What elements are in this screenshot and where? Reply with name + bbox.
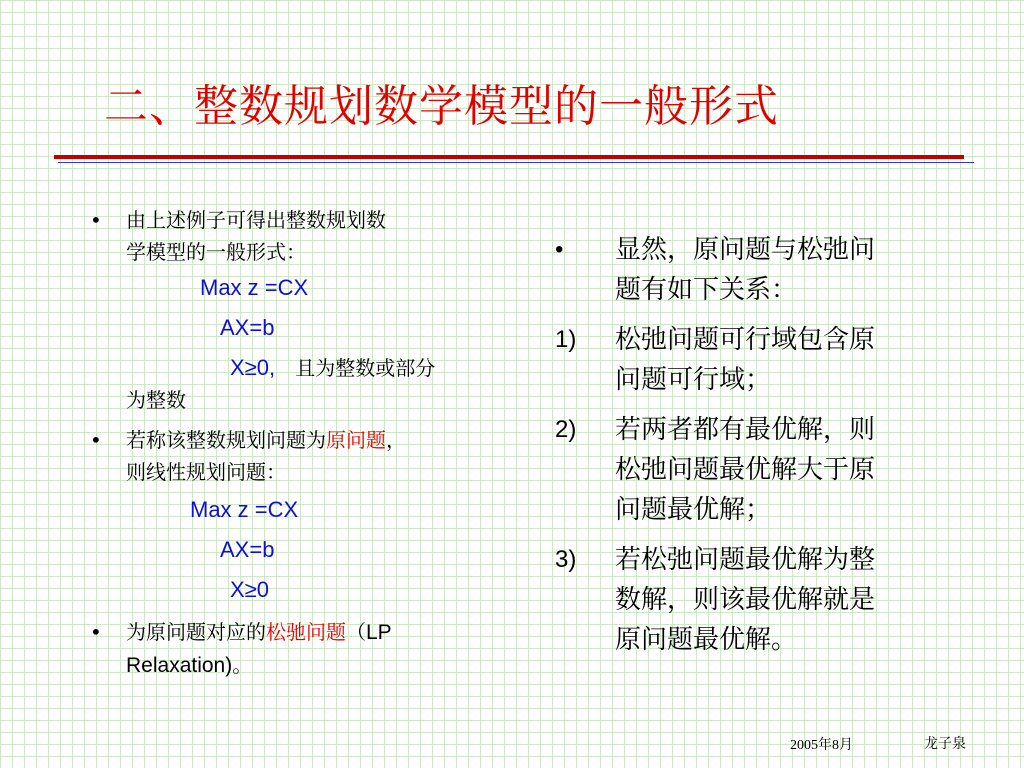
- relation-text-line: 数解，则该最优解就是: [615, 585, 876, 615]
- title-underline: [54, 155, 964, 159]
- bullet-text-line: [126, 649, 520, 682]
- formula-continuation: 为整数: [126, 388, 186, 412]
- relation-item-2: [555, 410, 975, 530]
- item-number: 2): [555, 416, 577, 443]
- relation-text-line: 问题可行域；: [615, 365, 772, 395]
- bullet-text-line: [126, 424, 520, 456]
- bullet-text-line: 则线性规划问题：: [126, 460, 286, 484]
- formula-objective: Max z =CX: [200, 275, 309, 300]
- relation-item-1: [555, 320, 975, 400]
- relation-text-line: 显然，原问题与松弛问: [615, 235, 876, 265]
- text-span: 。: [232, 653, 253, 677]
- relation-text-line: 若两者都有最优解，则: [615, 415, 876, 445]
- left-column: [90, 204, 520, 682]
- relation-text-line: 松弛问题可行域包含原: [615, 325, 876, 355]
- highlight-original-problem: 原问题: [326, 428, 386, 452]
- slide-title: 二、整数规划数学模型的一般形式: [104, 81, 779, 132]
- highlight-relaxation: 松驰问题: [266, 620, 346, 644]
- item-number: 1): [555, 326, 577, 353]
- formula-text: X≥0,: [230, 355, 276, 380]
- formula-nonnegativity: X≥0: [230, 577, 269, 602]
- bullet-dot-icon: •: [90, 620, 102, 644]
- text-span: （: [346, 620, 366, 644]
- text-span: ，: [386, 428, 406, 452]
- bullet-dot-icon: •: [90, 208, 102, 232]
- bullet-dot-icon: •: [90, 428, 102, 452]
- formula-constraint: AX=b: [220, 315, 275, 340]
- text-span: LP: [366, 621, 392, 644]
- relation-text-line: 原问题最优解。: [615, 625, 798, 655]
- bullet-text-line: 学模型的一般形式：: [126, 240, 306, 264]
- relation-text-line: 若松弛问题最优解为整: [615, 545, 876, 575]
- relation-text-line: 松弛问题最优解大于原: [615, 455, 876, 485]
- formula-nonnegativity: [90, 348, 520, 388]
- text-span: 为原问题对应的: [126, 620, 266, 644]
- right-column: [555, 230, 975, 670]
- relation-item-3: [555, 540, 975, 660]
- formula-suffix: 且为整数或部分: [295, 356, 436, 380]
- bullet-item-model: [90, 204, 520, 268]
- relation-text-line: 问题最优解；: [615, 495, 772, 525]
- bullet-dot-icon: •: [555, 236, 564, 263]
- bullet-item-relaxation: [90, 616, 520, 682]
- relation-text-line: 题有如下关系：: [615, 275, 798, 305]
- bullet-item-original: [90, 424, 520, 488]
- title-underline-thin: [58, 162, 974, 163]
- footer-author: 龙子泉: [924, 737, 966, 752]
- text-span: Relaxation): [126, 654, 233, 677]
- bullet-text-line: [126, 616, 520, 649]
- relation-intro: [555, 230, 975, 310]
- bullet-text-line: 由上述例子可得出整数规划数: [126, 208, 386, 232]
- formula-objective: Max z =CX: [190, 497, 299, 522]
- footer-date: 2005年8月: [790, 738, 853, 753]
- text-span: 若称该整数规划问题为: [126, 428, 326, 452]
- formula-constraint: AX=b: [220, 537, 275, 562]
- item-number: 3): [555, 546, 577, 573]
